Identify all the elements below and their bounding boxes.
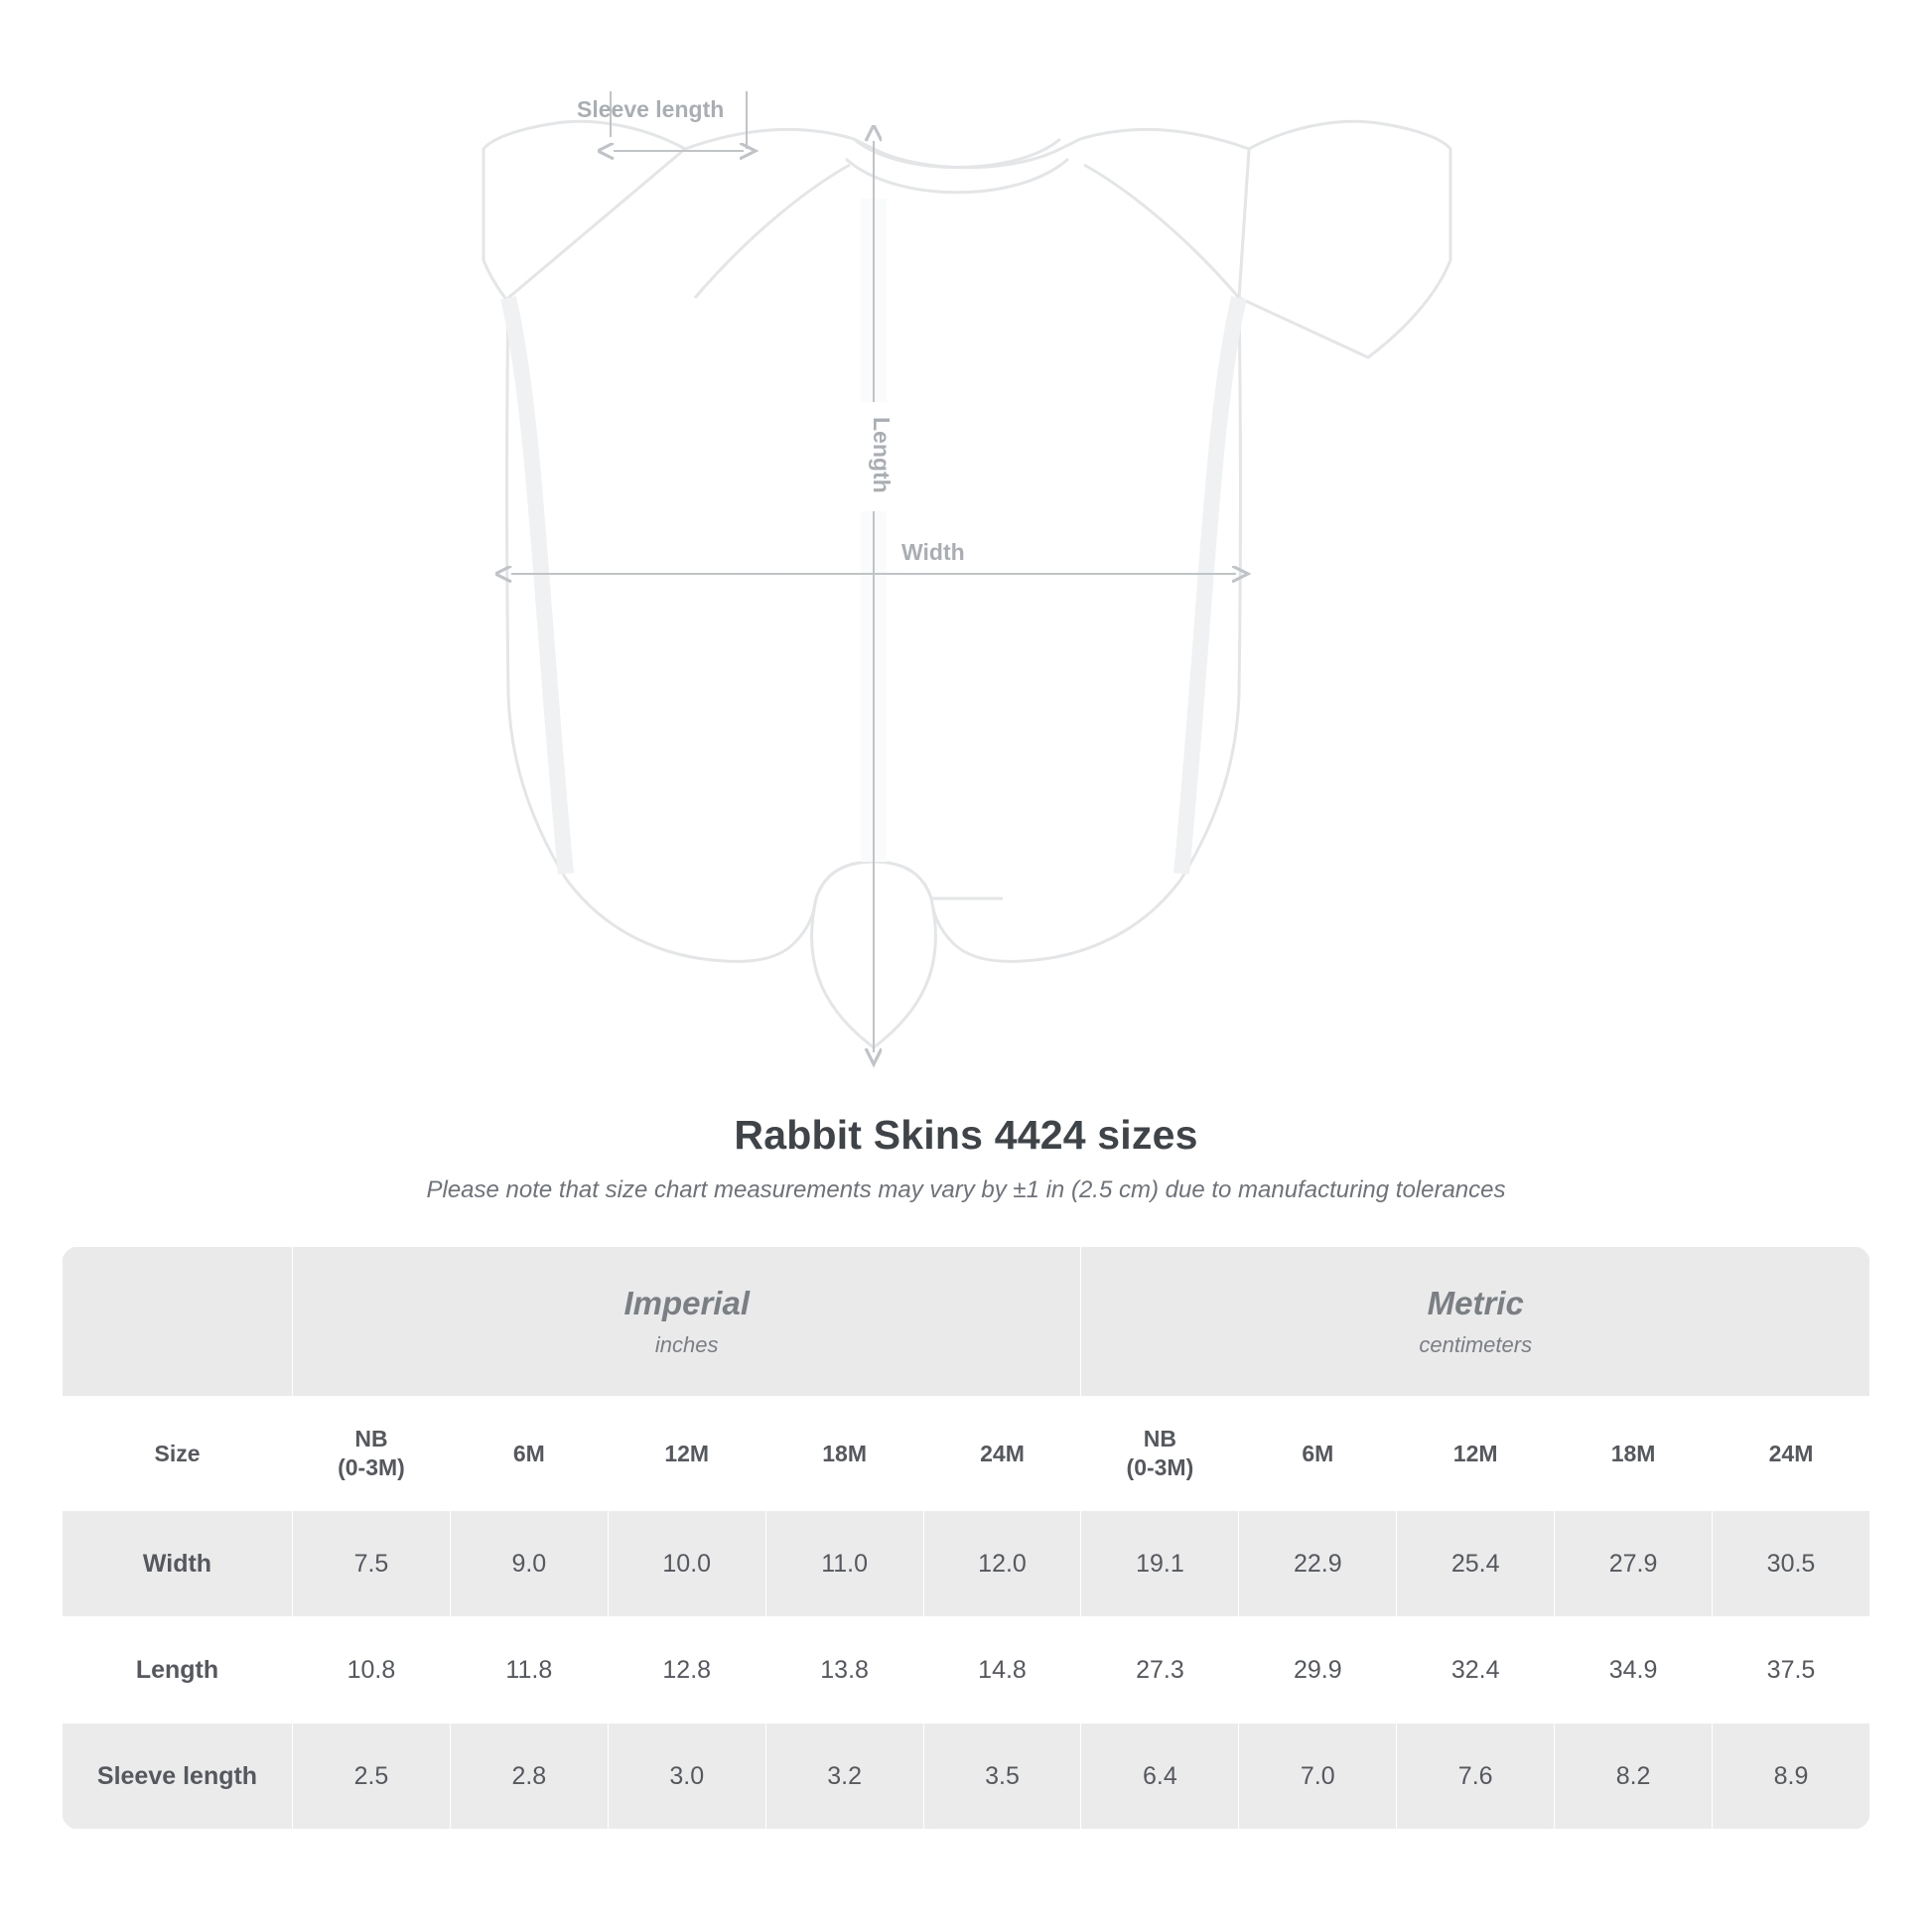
cell-sleeve-12m-cm: 7.6: [1397, 1724, 1555, 1830]
column-header-line1: NB: [1143, 1426, 1177, 1452]
cell-length-24m-in: 14.8: [923, 1617, 1081, 1724]
unit-group-metric-sub: centimeters: [1419, 1332, 1533, 1357]
column-header-6m-imperial: 6M: [450, 1397, 608, 1511]
unit-header-spacer: [63, 1247, 293, 1397]
row-label-sleeve-length: Sleeve length: [63, 1724, 293, 1830]
bodysuit-shape: [483, 121, 1450, 1047]
table-row: [63, 1724, 1870, 1830]
column-header-12m-metric: 12M: [1397, 1397, 1555, 1511]
column-header-24m-imperial: 24M: [923, 1397, 1081, 1511]
tolerance-note: Please note that size chart measurements may vary by ±1 in (2.5 cm) due to manufacturing tolerances: [426, 1176, 1506, 1203]
length-label: Length: [869, 417, 895, 493]
column-header-12m-imperial: 12M: [608, 1397, 765, 1511]
sleeve-length-label: Sleeve length: [577, 96, 725, 122]
cell-sleeve-18m-cm: 8.2: [1555, 1724, 1713, 1830]
cell-width-6m-in: 9.0: [450, 1511, 608, 1617]
unit-group-imperial-sub: inches: [654, 1332, 719, 1357]
column-header-nb-metric: [1081, 1397, 1239, 1511]
cell-sleeve-24m-in: 3.5: [923, 1724, 1081, 1830]
column-header-line2: (0-3M): [1126, 1454, 1194, 1480]
width-label: Width: [901, 539, 965, 565]
column-header-line1: NB: [354, 1426, 388, 1452]
column-header-6m-metric: 6M: [1239, 1397, 1397, 1511]
cell-length-12m-cm: 32.4: [1397, 1617, 1555, 1724]
cell-sleeve-12m-in: 3.0: [608, 1724, 765, 1830]
column-header-row: [63, 1397, 1870, 1511]
unit-group-metric-name: Metric: [1427, 1285, 1524, 1321]
cell-sleeve-18m-in: 3.2: [765, 1724, 923, 1830]
cell-width-nb-in: 7.5: [293, 1511, 451, 1617]
cell-length-6m-in: 11.8: [450, 1617, 608, 1724]
cell-length-18m-in: 13.8: [765, 1617, 923, 1724]
unit-group-imperial: [293, 1247, 1081, 1397]
cell-sleeve-6m-cm: 7.0: [1239, 1724, 1397, 1830]
cell-sleeve-24m-cm: 8.9: [1713, 1724, 1870, 1830]
cell-length-18m-cm: 34.9: [1555, 1617, 1713, 1724]
row-label-width: Width: [63, 1511, 293, 1617]
cell-sleeve-6m-in: 2.8: [450, 1724, 608, 1830]
unit-header-row: [63, 1247, 1870, 1397]
cell-length-12m-in: 12.8: [608, 1617, 765, 1724]
table-row: [63, 1511, 1870, 1617]
cell-width-24m-cm: 30.5: [1713, 1511, 1870, 1617]
cell-sleeve-nb-cm: 6.4: [1081, 1724, 1239, 1830]
size-table: [62, 1246, 1870, 1830]
cell-length-24m-cm: 37.5: [1713, 1617, 1870, 1724]
unit-group-metric: [1081, 1247, 1870, 1397]
cell-width-18m-cm: 27.9: [1555, 1511, 1713, 1617]
cell-length-nb-cm: 27.3: [1081, 1617, 1239, 1724]
row-header-label: Size: [63, 1397, 293, 1511]
cell-sleeve-nb-in: 2.5: [293, 1724, 451, 1830]
cell-length-6m-cm: 29.9: [1239, 1617, 1397, 1724]
cell-width-12m-cm: 25.4: [1397, 1511, 1555, 1617]
title-block: [0, 1112, 1932, 1204]
cell-width-24m-in: 12.0: [923, 1511, 1081, 1617]
table-row: [63, 1617, 1870, 1724]
column-header-nb-imperial: [293, 1397, 451, 1511]
cell-width-6m-cm: 22.9: [1239, 1511, 1397, 1617]
size-table-wrapper: [62, 1246, 1870, 1830]
row-label-length: Length: [63, 1617, 293, 1724]
column-header-18m-imperial: 18M: [765, 1397, 923, 1511]
page-title: Rabbit Skins 4424 sizes: [734, 1112, 1198, 1158]
cell-width-12m-in: 10.0: [608, 1511, 765, 1617]
column-header-18m-metric: 18M: [1555, 1397, 1713, 1511]
cell-width-nb-cm: 19.1: [1081, 1511, 1239, 1617]
column-header-line2: (0-3M): [338, 1454, 405, 1480]
cell-length-nb-in: 10.8: [293, 1617, 451, 1724]
cell-width-18m-in: 11.0: [765, 1511, 923, 1617]
column-header-24m-metric: 24M: [1713, 1397, 1870, 1511]
unit-group-imperial-name: Imperial: [623, 1285, 750, 1321]
